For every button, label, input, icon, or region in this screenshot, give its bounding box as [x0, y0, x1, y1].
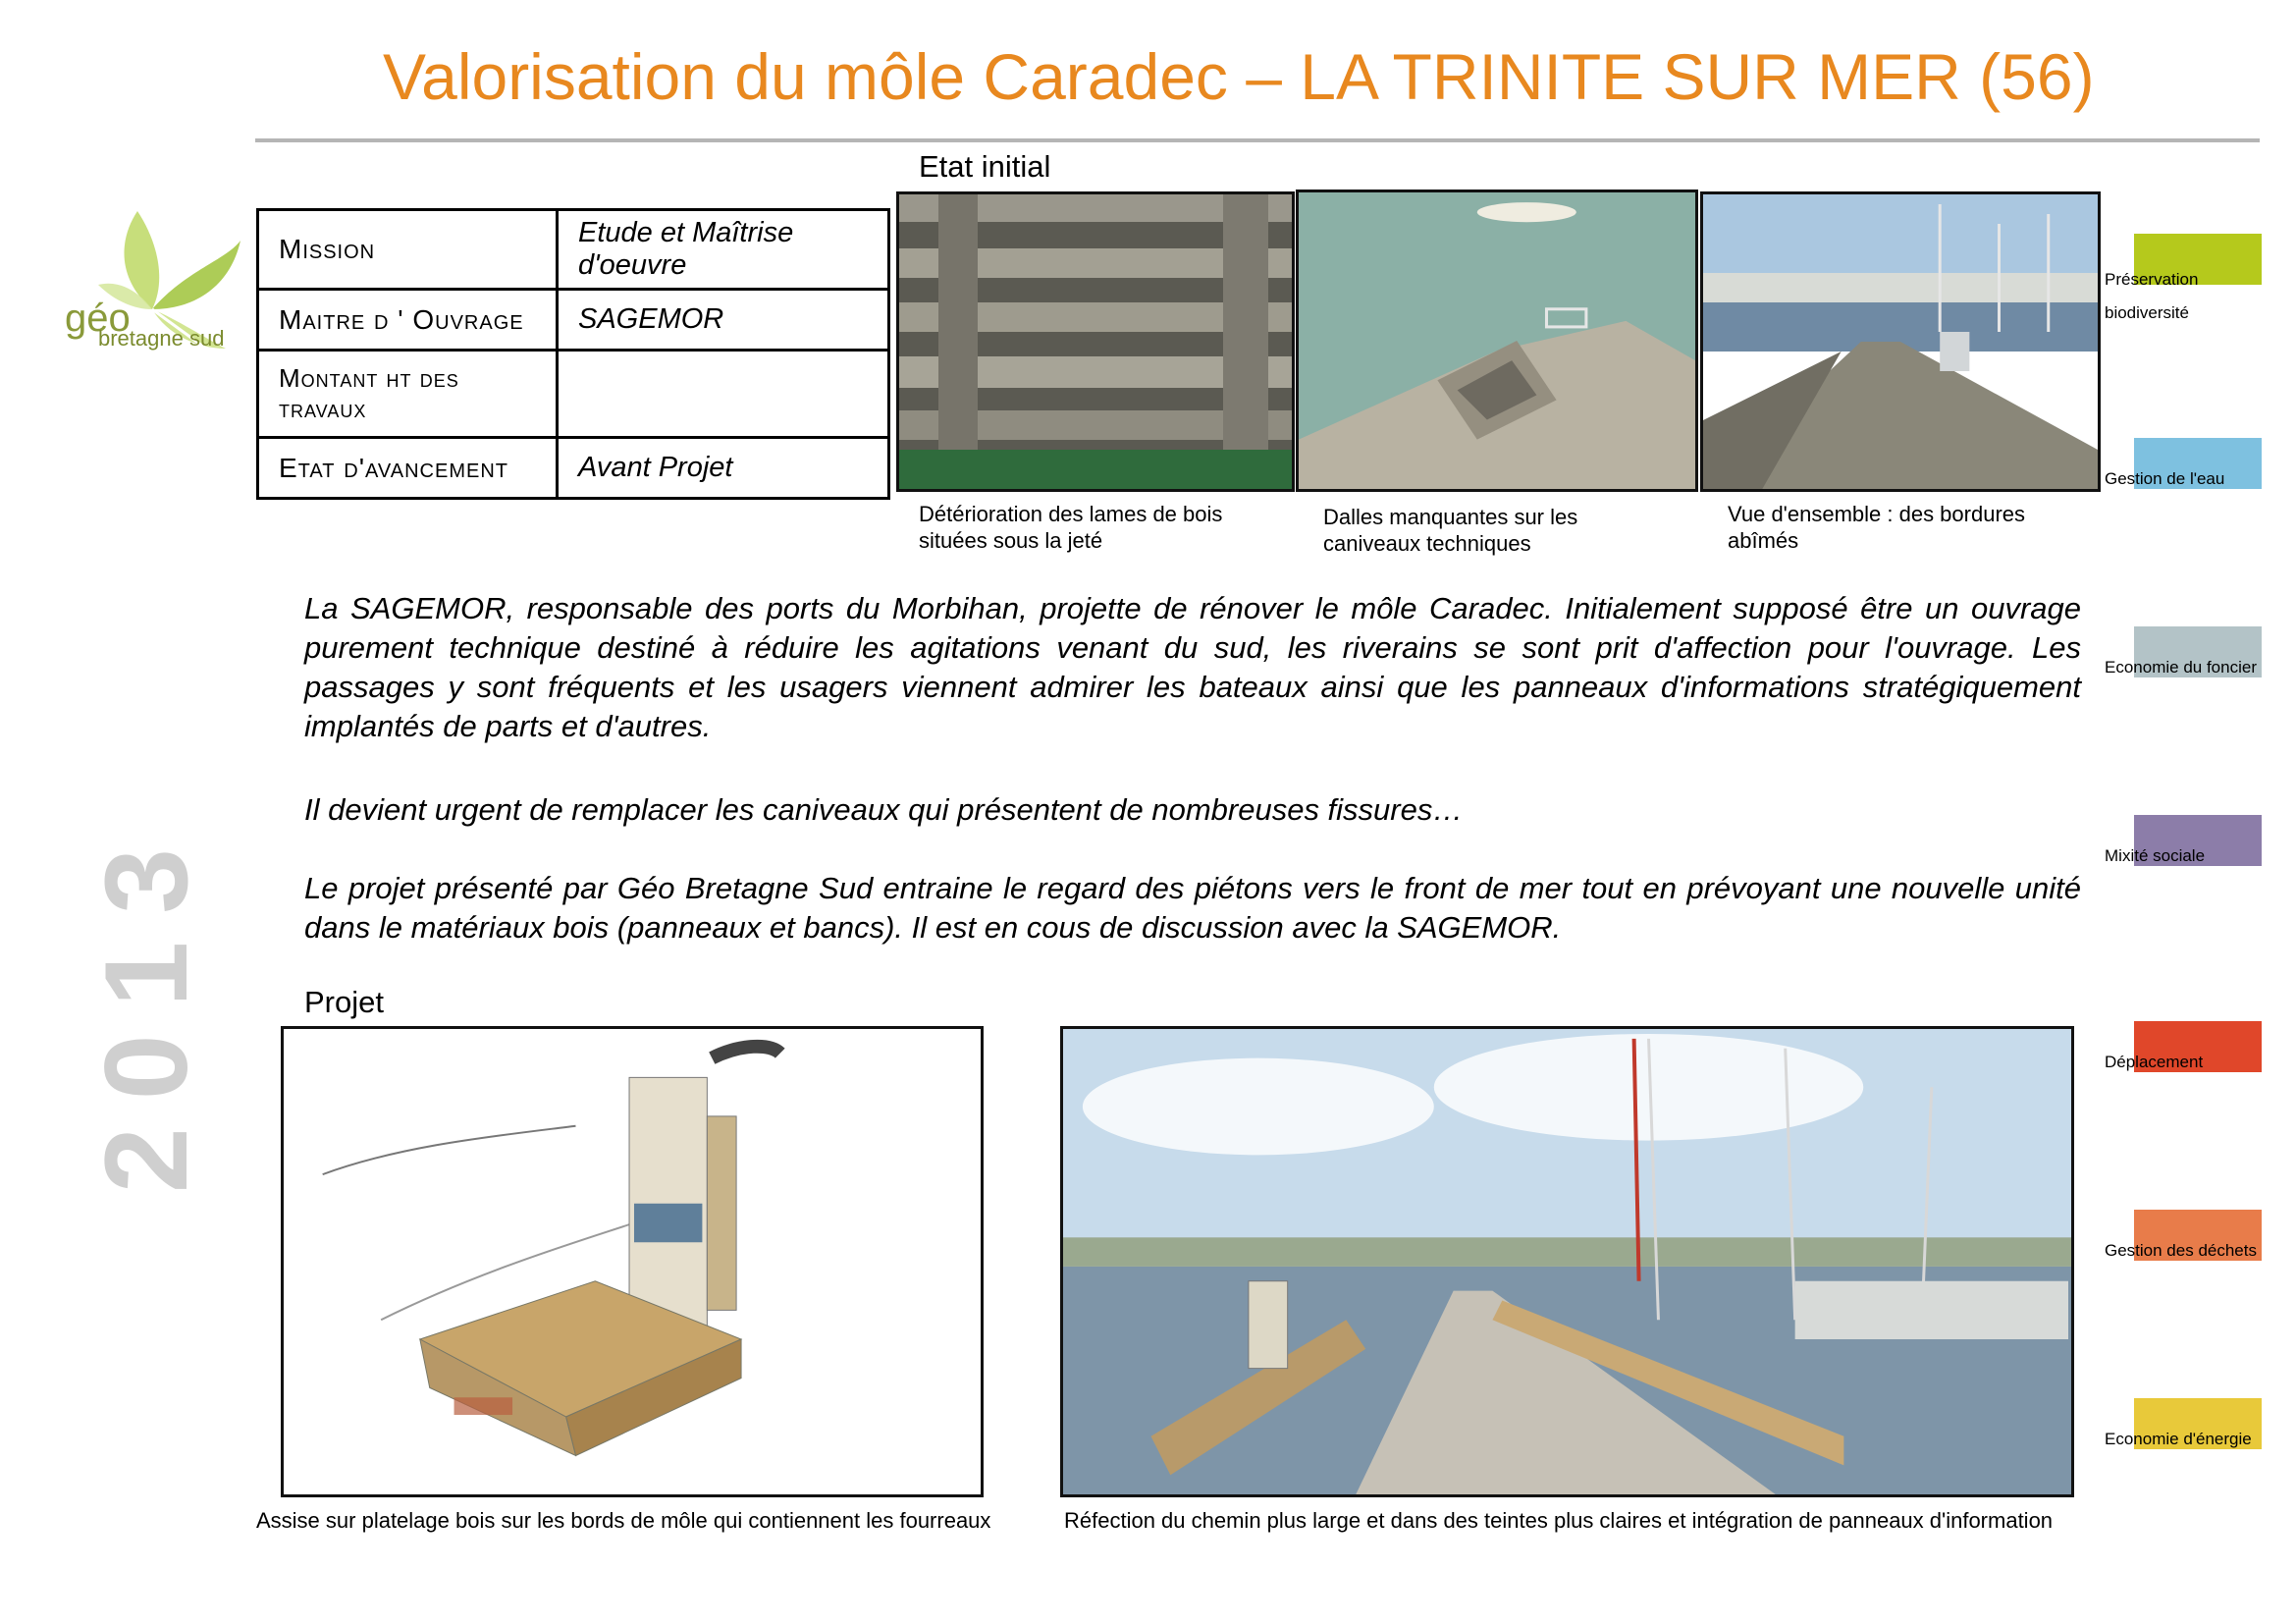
info-value: SAGEMOR: [558, 290, 889, 351]
legend-label-biodiversite: Préservation biodiversité: [2105, 270, 2199, 322]
year-text: 2013: [80, 821, 212, 1193]
legend-label-deplacement: Déplacement: [2105, 1053, 2204, 1071]
info-row-etat: [258, 438, 889, 499]
caption-sketch: Assise sur platelage bois sur les bords de môle qui contiennent les fourreaux: [256, 1508, 991, 1533]
caption-photo-1: Détérioration des lames de bois situées sous la jeté: [919, 502, 1223, 553]
sustainability-legend: [2105, 226, 2296, 1483]
info-key: Etat d'avancement: [258, 438, 558, 499]
render-quay-project: [1060, 1026, 2074, 1497]
year-vertical: [80, 821, 212, 1203]
legend-label-eau: Gestion de l'eau: [2105, 469, 2225, 488]
body-paragraph-2: Il devient urgent de remplacer les caniveaux qui présentent de nombreuses fissures…: [304, 792, 1464, 827]
logo-text-geo: géo: [65, 297, 131, 340]
photo-missing-slabs: [1296, 189, 1698, 492]
legend-label-energie: Economie d'énergie: [2105, 1430, 2252, 1448]
photo-quay-overview: [1700, 191, 2101, 492]
info-value: Etude et Maîtrise d'oeuvre: [558, 210, 889, 290]
info-value: [558, 351, 889, 438]
info-key: Montant ht des travaux: [258, 351, 558, 438]
info-row-maitre-ouvrage: [258, 290, 889, 351]
legend-label-mixite: Mixité sociale: [2105, 846, 2206, 865]
section-heading-projet: Projet: [304, 985, 384, 1019]
caption-render: Réfection du chemin plus large et dans des teintes plus claires et intégration de panneaux d'information: [1064, 1508, 2054, 1533]
caption-photo-2: Dalles manquantes sur les caniveaux techniques: [1323, 505, 1578, 556]
sketch-wooden-bench: [281, 1026, 984, 1497]
page-title: Valorisation du môle Caradec – LA TRINITE SUR MER (56): [383, 40, 2095, 113]
info-key: Mission: [258, 210, 558, 290]
legend-label-foncier: Economie du foncier: [2105, 658, 2257, 677]
logo-text-bretagne-sud: bretagne sud: [98, 326, 225, 351]
info-value: Avant Projet: [558, 438, 889, 499]
legend-label-dechets: Gestion des déchets: [2105, 1241, 2257, 1260]
info-row-mission: [258, 210, 889, 290]
section-heading-etat-initial: Etat initial: [919, 149, 1051, 184]
title-divider: [255, 138, 2260, 142]
body-paragraph-3: Le projet présenté par Géo Bretagne Sud entraine le regard des piétons vers le front de mer tout en prévoyant une nouvelle unité dans le matériaux bois (panneaux et bancs). Il est en cous de discussion avec la SAGEMOR.: [304, 871, 2081, 945]
photo-wood-slats: [896, 191, 1295, 492]
caption-photo-3: Vue d'ensemble : des bordures abîmés: [1728, 502, 2026, 553]
info-row-montant: [258, 351, 889, 438]
info-key: Maitre d ' Ouvrage: [258, 290, 558, 351]
body-paragraph-1: La SAGEMOR, responsable des ports du Morbihan, projette de rénover le môle Caradec. Initialement supposé être un ouvrage purement technique destiné à réduire les agitations venant du sud, les riverains se sont prit d'affection pour l'ouvrage. Les passages y sont fréquents et les usagers viennent admirer les bateaux ainsi que les panneaux d'informations stratégiquement implantés de parts et d'autres.: [304, 591, 2081, 743]
project-info-table: [256, 208, 890, 500]
